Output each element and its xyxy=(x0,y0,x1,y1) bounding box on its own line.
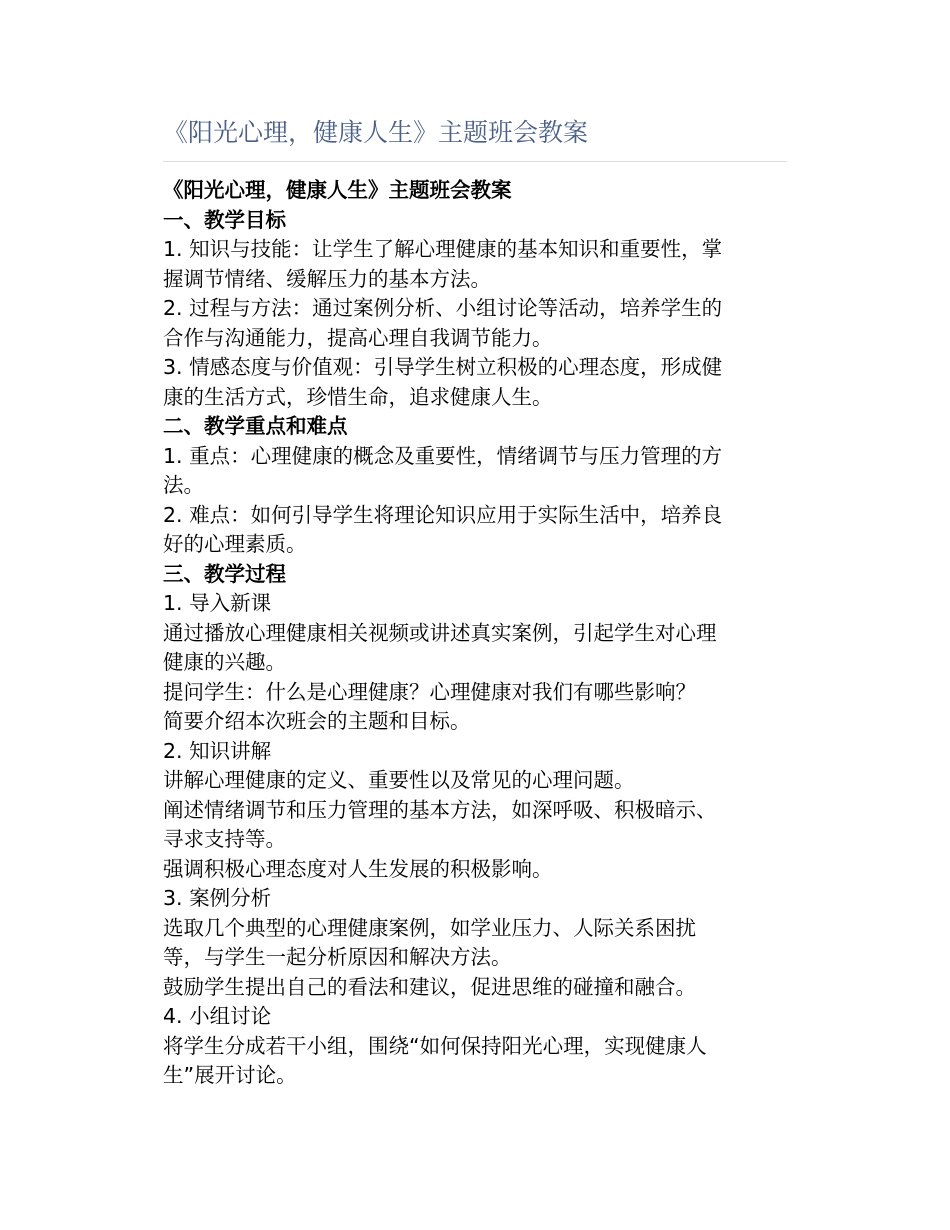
body-text-line: 合作与沟通能力，提高心理自我调节能力。 xyxy=(163,325,553,350)
body-text-line: 提问学生：什么是心理健康？心理健康对我们有哪些影响？ xyxy=(163,679,696,704)
section-heading-line: 一、教学目标 xyxy=(163,207,286,232)
body-text-line: 讲解心理健康的定义、重要性以及常见的心理问题。 xyxy=(163,768,635,792)
body-text-line: 生”展开讨论。 xyxy=(163,1063,297,1087)
body-text-line: 4. 小组讨论 xyxy=(163,1004,272,1028)
body-text-line: 法。 xyxy=(163,473,204,497)
body-text-line: 将学生分成若干小组，围绕“如何保持阳光心理，实现健康人 xyxy=(163,1033,707,1058)
document-body xyxy=(163,176,787,1091)
section-heading-line: 二、教学重点和难点 xyxy=(163,414,348,438)
body-text-line: 简要介绍本次班会的主题和目标。 xyxy=(163,709,471,733)
section-heading-line: 《阳光心理，健康人生》主题班会教案 xyxy=(163,178,512,202)
body-text-line: 强调积极心理态度对人生发展的积极影响。 xyxy=(163,856,553,881)
document-page xyxy=(163,114,787,1091)
body-text-line: 等，与学生一起分析原因和解决方法。 xyxy=(163,945,512,969)
body-text-line: 1. 知识与技能：让学生了解心理健康的基本知识和重要性，掌 xyxy=(163,237,723,261)
body-text-line: 2. 知识讲解 xyxy=(163,738,272,763)
body-text-line: 握调节情绪、缓解压力的基本方法。 xyxy=(163,266,491,291)
document-title: 《阳光心理，健康人生》主题班会教案 xyxy=(163,118,589,147)
body-text-line: 通过播放心理健康相关视频或讲述真实案例，引起学生对心理 xyxy=(163,620,717,645)
body-text-line: 健康的兴趣。 xyxy=(163,650,286,674)
body-text-line: 2. 过程与方法：通过案例分析、小组讨论等活动，培养学生的 xyxy=(163,296,723,320)
body-text-line: 康的生活方式，珍惜生命，追求健康人生。 xyxy=(163,384,553,409)
body-text-line: 阐述情绪调节和压力管理的基本方法，如深呼吸、积极暗示、 xyxy=(163,797,717,822)
body-text-line: 1. 重点：心理健康的概念及重要性，情绪调节与压力管理的方 xyxy=(163,443,723,468)
body-text-line: 寻求支持等。 xyxy=(163,827,286,851)
body-text-line: 3. 案例分析 xyxy=(163,886,272,910)
body-text-line: 好的心理素质。 xyxy=(163,532,307,556)
body-text-line: 2. 难点：如何引导学生将理论知识应用于实际生活中，培养良 xyxy=(163,502,723,527)
title-divider xyxy=(163,161,787,162)
body-text-line: 3. 情感态度与价值观：引导学生树立积极的心理态度，形成健 xyxy=(163,355,723,379)
section-heading-line: 三、教学过程 xyxy=(163,561,286,586)
body-text-line: 选取几个典型的心理健康案例，如学业压力、人际关系困扰 xyxy=(163,915,696,940)
body-text-line: 鼓励学生提出自己的看法和建议，促进思维的碰撞和融合。 xyxy=(163,974,696,999)
body-text-line: 1. 导入新课 xyxy=(163,591,272,615)
